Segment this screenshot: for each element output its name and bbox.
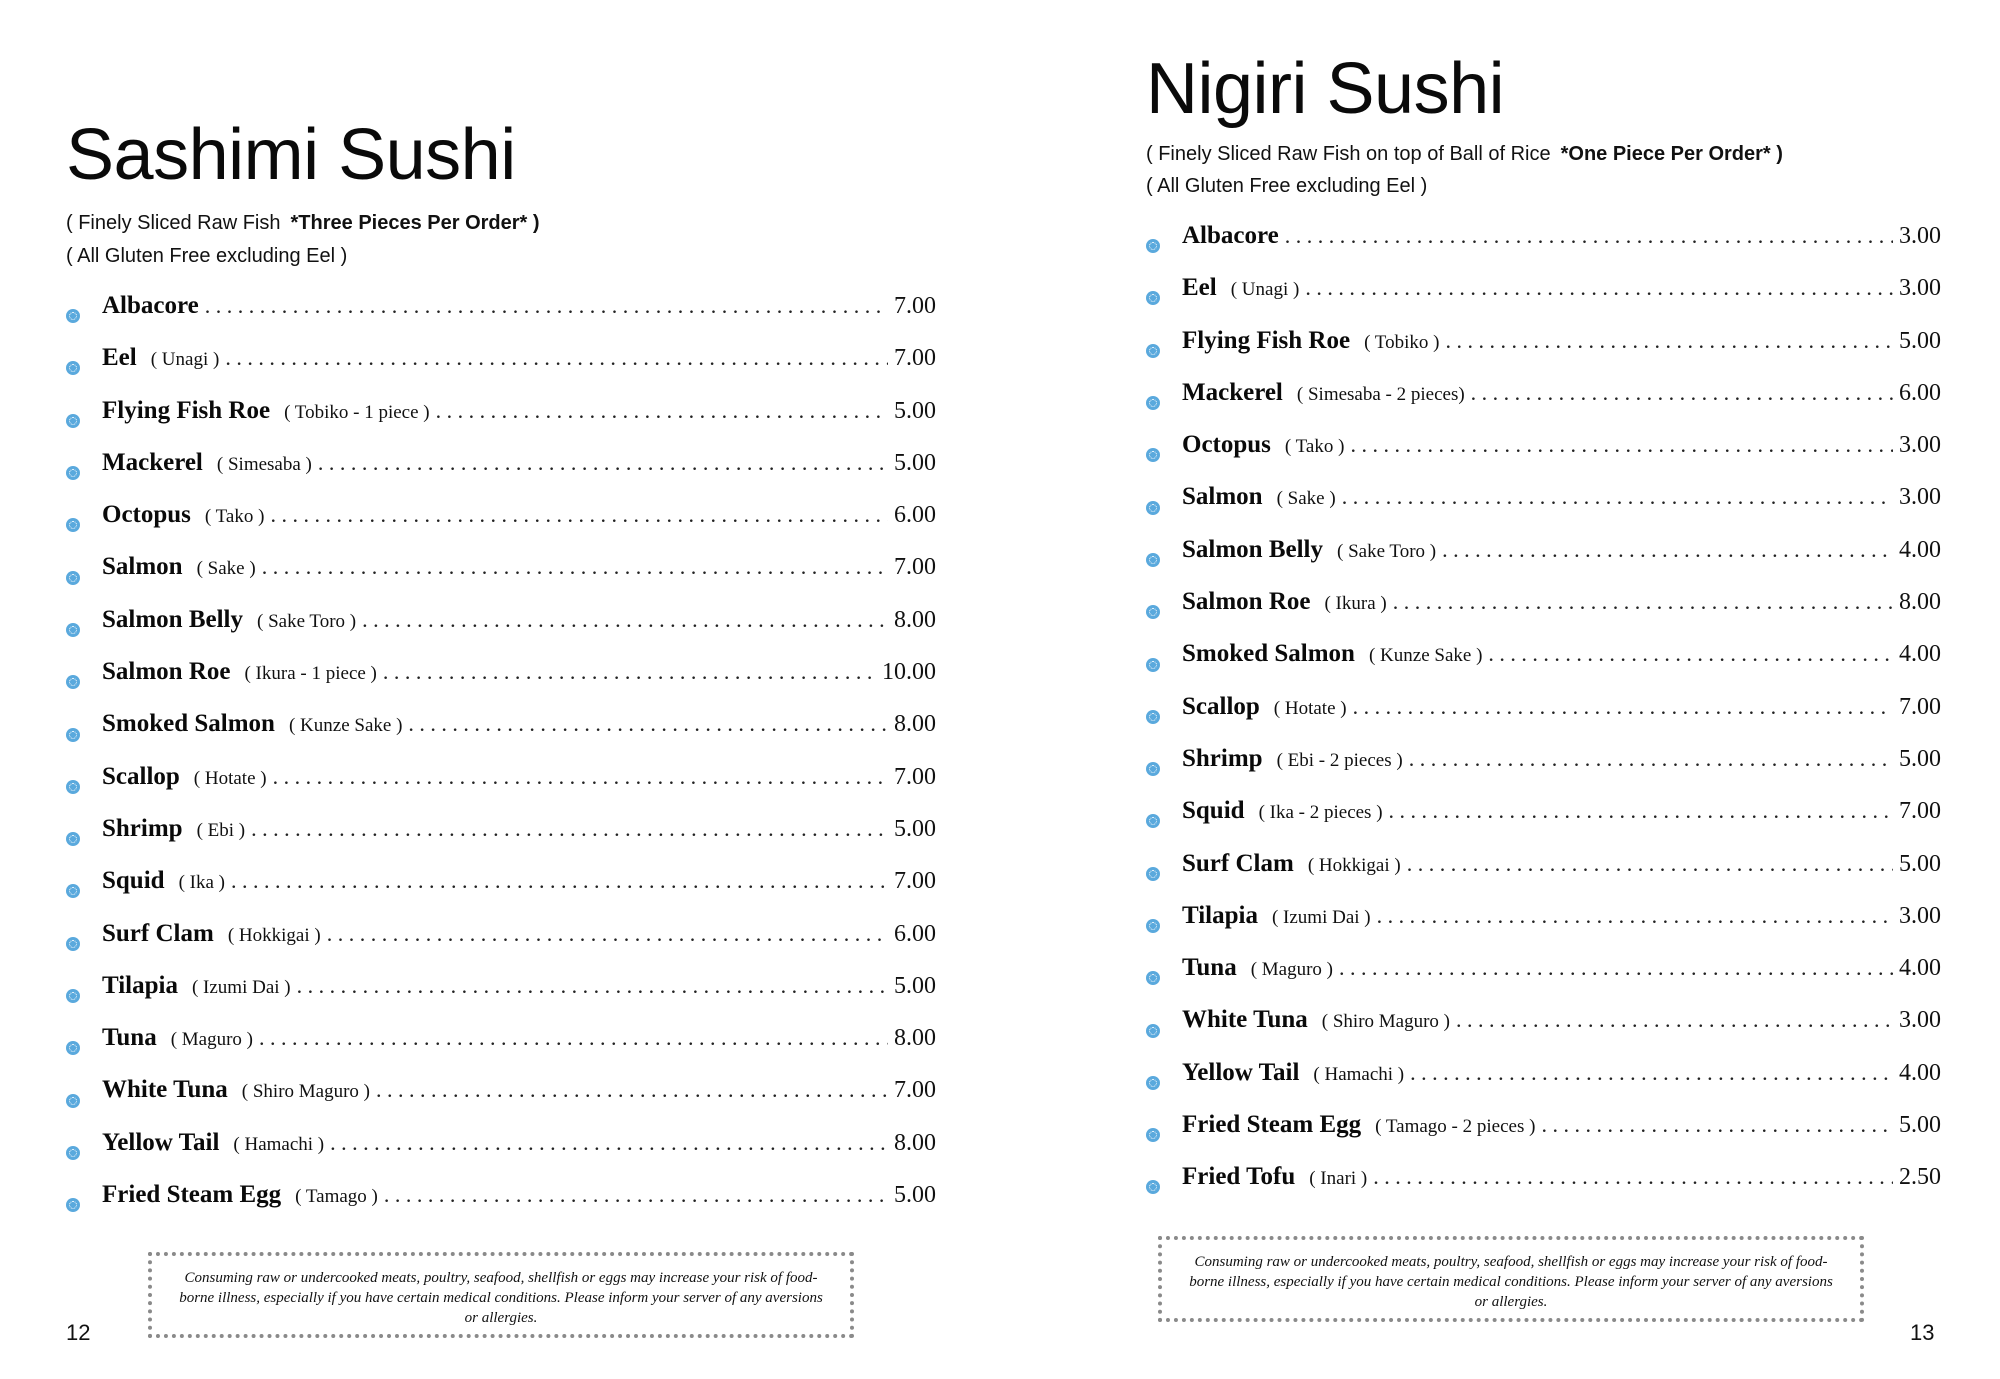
item-name: Salmon Belly xyxy=(1182,535,1323,563)
item-price: 3.00 xyxy=(1899,432,1941,459)
item-japanese-name: ( Ika - 2 pieces ) xyxy=(1258,802,1383,824)
menu-item xyxy=(66,815,936,867)
dot-leader xyxy=(383,659,876,685)
page-number: 13 xyxy=(1910,1320,1935,1345)
bullet-icon xyxy=(66,728,80,742)
item-japanese-name: ( Izumi Dai ) xyxy=(1271,906,1371,928)
item-japanese-name: ( Sake Toro ) xyxy=(257,610,357,632)
sashimi-menu-list xyxy=(66,292,936,1233)
bullet-icon xyxy=(1146,1024,1160,1038)
item-name: Surf Clam xyxy=(1182,849,1294,877)
item-japanese-name: ( Hokkigai ) xyxy=(227,924,321,946)
bullet-icon xyxy=(1146,239,1160,253)
bullet-icon xyxy=(66,414,80,428)
dot-leader xyxy=(1350,432,1893,458)
bullet-icon xyxy=(66,937,80,951)
item-price: 5.00 xyxy=(894,815,936,842)
item-japanese-name: ( Simesaba - 2 pieces) xyxy=(1296,383,1465,405)
item-japanese-name: ( Inari ) xyxy=(1309,1168,1368,1190)
bullet-icon xyxy=(1146,501,1160,515)
item-japanese-name: ( Tako ) xyxy=(1284,436,1345,458)
item-japanese-name: ( Maguro ) xyxy=(170,1029,253,1051)
item-price: 2.50 xyxy=(1899,1164,1941,1191)
bullet-icon xyxy=(1146,396,1160,410)
item-japanese-name: ( Hamachi ) xyxy=(233,1133,325,1155)
item-japanese-name: ( Sake ) xyxy=(196,558,256,580)
dot-leader xyxy=(327,921,888,947)
item-japanese-name: ( Tamago - 2 pieces ) xyxy=(1375,1116,1536,1138)
item-name: Surf Clam xyxy=(102,919,214,947)
bullet-icon xyxy=(1146,1180,1160,1194)
item-japanese-name: ( Tobiko - 1 piece ) xyxy=(284,401,430,423)
page-title: Nigiri Sushi xyxy=(1146,49,1505,129)
menu-item xyxy=(1146,379,1941,431)
item-japanese-name: ( Shiro Maguro ) xyxy=(1321,1011,1450,1033)
item-price: 8.00 xyxy=(894,711,936,738)
bullet-icon xyxy=(66,884,80,898)
item-price: 8.00 xyxy=(894,1025,936,1052)
menu-item xyxy=(1146,536,1941,588)
dot-leader xyxy=(384,1182,888,1208)
dot-leader xyxy=(1342,484,1893,510)
dot-leader xyxy=(1389,798,1893,824)
dot-leader xyxy=(1285,223,1893,249)
menu-item xyxy=(66,658,936,710)
bullet-icon xyxy=(66,675,80,689)
item-price: 5.00 xyxy=(1899,850,1941,877)
bullet-icon xyxy=(1146,919,1160,933)
item-japanese-name: ( Ebi - 2 pieces ) xyxy=(1276,749,1403,771)
item-price: 6.00 xyxy=(894,502,936,529)
item-japanese-name: ( Izumi Dai ) xyxy=(191,976,291,998)
item-japanese-name: ( Ikura ) xyxy=(1324,593,1387,615)
item-price: 6.00 xyxy=(894,920,936,947)
item-name: Tilapia xyxy=(1182,901,1258,929)
item-name: Salmon xyxy=(1182,483,1263,511)
bullet-icon xyxy=(1146,448,1160,462)
item-price: 7.00 xyxy=(894,554,936,581)
dot-leader xyxy=(1410,1060,1893,1086)
item-name: Smoked Salmon xyxy=(1182,640,1355,668)
dot-leader xyxy=(1407,851,1893,877)
menu-item xyxy=(66,553,936,605)
dot-leader xyxy=(362,607,888,633)
item-price: 7.00 xyxy=(894,293,936,319)
menu-item xyxy=(66,1129,936,1181)
menu-item xyxy=(66,1076,936,1128)
dot-leader xyxy=(1353,694,1893,720)
nigiri-menu-list xyxy=(1146,222,1941,1216)
item-name: Eel xyxy=(102,344,137,372)
item-price: 8.00 xyxy=(1899,589,1941,616)
dot-leader xyxy=(225,345,888,371)
item-price: 6.00 xyxy=(1899,379,1941,406)
bullet-icon xyxy=(66,832,80,846)
item-name: Eel xyxy=(1182,274,1217,302)
menu-item xyxy=(66,1181,936,1233)
menu-item xyxy=(1146,797,1941,849)
item-name: Shrimp xyxy=(102,814,183,842)
item-price: 5.00 xyxy=(894,397,936,424)
item-price: 3.00 xyxy=(1899,275,1941,302)
dot-leader xyxy=(251,816,888,842)
bullet-icon xyxy=(66,1146,80,1160)
item-price: 7.00 xyxy=(1899,693,1941,720)
menu-item xyxy=(66,763,936,815)
item-price: 8.00 xyxy=(894,606,936,633)
item-price: 5.00 xyxy=(894,1182,936,1209)
bullet-icon xyxy=(1146,605,1160,619)
menu-item xyxy=(66,867,936,919)
menu-item xyxy=(66,501,936,553)
item-japanese-name: ( Unagi ) xyxy=(150,349,220,371)
item-price: 7.00 xyxy=(1899,798,1941,825)
dot-leader xyxy=(1339,955,1893,981)
item-japanese-name: ( Hokkigai ) xyxy=(1307,854,1401,876)
bullet-icon xyxy=(66,1094,80,1108)
menu-item xyxy=(1146,850,1941,902)
menu-item xyxy=(66,344,936,396)
item-price: 3.00 xyxy=(1899,1007,1941,1034)
item-name: Mackerel xyxy=(1182,378,1283,406)
bullet-icon xyxy=(1146,1128,1160,1142)
item-name: Flying Fish Roe xyxy=(102,396,271,424)
dot-leader xyxy=(1456,1007,1893,1033)
item-name: Flying Fish Roe xyxy=(1182,326,1351,354)
item-name: Octopus xyxy=(1182,431,1271,459)
item-name: Mackerel xyxy=(102,448,203,476)
bullet-icon xyxy=(66,1198,80,1212)
bullet-icon xyxy=(1146,658,1160,672)
item-price: 5.00 xyxy=(1899,327,1941,354)
gluten-note: ( All Gluten Free excluding Eel ) xyxy=(66,245,348,267)
menu-item xyxy=(1146,431,1941,483)
dot-leader xyxy=(376,1077,888,1103)
menu-item xyxy=(1146,1163,1941,1215)
item-price: 3.00 xyxy=(1899,902,1941,929)
menu-item xyxy=(66,972,936,1024)
item-japanese-name: ( Sake ) xyxy=(1276,488,1336,510)
dot-leader xyxy=(1409,746,1893,772)
item-price: 4.00 xyxy=(1899,1059,1941,1086)
menu-item xyxy=(1146,483,1941,535)
item-name: Tuna xyxy=(1182,954,1237,982)
subtitle-text: ( Finely Sliced Raw Fish on top of Ball of Rice xyxy=(1146,143,1551,165)
dot-leader xyxy=(297,973,888,999)
item-name: Salmon xyxy=(102,553,183,581)
item-japanese-name: ( Tako ) xyxy=(204,506,265,528)
item-name: White Tuna xyxy=(102,1076,228,1104)
menu-item xyxy=(1146,954,1941,1006)
item-price: 5.00 xyxy=(1899,1112,1941,1139)
bullet-icon xyxy=(66,309,80,323)
dot-leader xyxy=(1377,903,1893,929)
menu-item xyxy=(66,449,936,501)
dot-leader xyxy=(1471,380,1893,406)
item-price: 7.00 xyxy=(894,1077,936,1104)
item-price: 3.00 xyxy=(1899,484,1941,511)
bullet-icon xyxy=(1146,553,1160,567)
item-price: 7.00 xyxy=(894,868,936,895)
item-japanese-name: ( Tobiko ) xyxy=(1364,331,1440,353)
item-name: Albacore xyxy=(1182,222,1279,249)
dot-leader xyxy=(1373,1164,1893,1190)
bullet-icon xyxy=(66,571,80,585)
item-price: 3.00 xyxy=(1899,223,1941,249)
menu-item xyxy=(1146,588,1941,640)
subtitle-emphasis: *Three Pieces Per Order* ) xyxy=(290,212,540,234)
gluten-note: ( All Gluten Free excluding Eel ) xyxy=(1146,175,1428,197)
bullet-icon xyxy=(1146,710,1160,724)
item-name: Salmon Roe xyxy=(102,658,231,686)
nigiri-page xyxy=(1000,0,2000,1379)
bullet-icon xyxy=(66,361,80,375)
menu-item xyxy=(1146,640,1941,692)
menu-item xyxy=(66,710,936,762)
item-price: 4.00 xyxy=(1899,641,1941,668)
subtitle-emphasis: *One Piece Per Order* ) xyxy=(1560,143,1783,165)
menu-item xyxy=(1146,222,1941,274)
item-japanese-name: ( Ikura - 1 piece ) xyxy=(244,663,377,685)
item-name: Albacore xyxy=(102,292,199,319)
menu-item xyxy=(66,606,936,658)
page-number: 12 xyxy=(66,1320,91,1345)
item-name: Tilapia xyxy=(102,971,178,999)
item-name: Salmon Roe xyxy=(1182,588,1311,616)
bullet-icon xyxy=(1146,814,1160,828)
menu-item xyxy=(1146,1006,1941,1058)
dot-leader xyxy=(436,398,888,424)
item-name: Scallop xyxy=(1182,692,1260,720)
bullet-icon xyxy=(1146,291,1160,305)
item-name: Octopus xyxy=(102,501,191,529)
item-japanese-name: ( Simesaba ) xyxy=(216,453,312,475)
item-price: 7.00 xyxy=(894,345,936,372)
item-japanese-name: ( Kunze Sake ) xyxy=(288,715,403,737)
health-disclaimer: Consuming raw or undercooked meats, poultry, seafood, shellfish or eggs may increase your risk of food-borne illness, especially if you have certain medical conditions. Please inform your server of any aversions or allergies. xyxy=(148,1252,854,1338)
item-price: 7.00 xyxy=(894,763,936,790)
dot-leader xyxy=(318,450,888,476)
dot-leader xyxy=(270,502,888,528)
health-disclaimer: Consuming raw or undercooked meats, poultry, seafood, shellfish or eggs may increase your risk of food-borne illness, especially if you have certain medical conditions. Please inform your server of any aversions or allergies. xyxy=(1158,1236,1864,1322)
menu-item xyxy=(1146,902,1941,954)
item-name: Scallop xyxy=(102,762,180,790)
item-name: Yellow Tail xyxy=(1182,1058,1300,1086)
item-name: Yellow Tail xyxy=(102,1128,220,1156)
bullet-icon xyxy=(66,518,80,532)
dot-leader xyxy=(1442,537,1893,563)
item-japanese-name: ( Kunze Sake ) xyxy=(1368,645,1483,667)
item-name: White Tuna xyxy=(1182,1006,1308,1034)
item-japanese-name: ( Sake Toro ) xyxy=(1337,540,1437,562)
bullet-icon xyxy=(66,1041,80,1055)
menu-item xyxy=(1146,745,1941,797)
item-name: Fried Steam Egg xyxy=(102,1181,282,1209)
bullet-icon xyxy=(1146,344,1160,358)
menu-item xyxy=(1146,327,1941,379)
menu-item xyxy=(66,292,936,344)
item-japanese-name: ( Hotate ) xyxy=(1273,697,1347,719)
subtitle-text: ( Finely Sliced Raw Fish xyxy=(66,212,281,234)
menu-item xyxy=(1146,693,1941,745)
dot-leader xyxy=(259,1025,888,1051)
item-japanese-name: ( Ebi ) xyxy=(196,819,246,841)
bullet-icon xyxy=(66,989,80,1003)
item-name: Salmon Belly xyxy=(102,605,243,633)
dot-leader xyxy=(1541,1112,1893,1138)
page-subtitle xyxy=(66,212,540,235)
menu-item xyxy=(1146,1111,1941,1163)
item-name: Shrimp xyxy=(1182,744,1263,772)
bullet-icon xyxy=(66,780,80,794)
item-japanese-name: ( Hamachi ) xyxy=(1313,1063,1405,1085)
menu-item xyxy=(66,920,936,972)
item-price: 4.00 xyxy=(1899,955,1941,982)
menu-item xyxy=(66,1024,936,1076)
dot-leader xyxy=(205,293,888,319)
item-price: 4.00 xyxy=(1899,536,1941,563)
item-name: Tuna xyxy=(102,1024,157,1052)
bullet-icon xyxy=(66,466,80,480)
item-japanese-name: ( Maguro ) xyxy=(1250,959,1333,981)
item-price: 5.00 xyxy=(894,449,936,476)
item-japanese-name: ( Ika ) xyxy=(178,872,225,894)
item-price: 5.00 xyxy=(894,972,936,999)
item-japanese-name: ( Unagi ) xyxy=(1230,279,1300,301)
menu-item xyxy=(1146,1059,1941,1111)
dot-leader xyxy=(1445,328,1893,354)
item-price: 10.00 xyxy=(882,659,936,686)
dot-leader xyxy=(330,1130,888,1156)
item-name: Squid xyxy=(1182,797,1245,825)
menu-item xyxy=(66,397,936,449)
page-title: Sashimi Sushi xyxy=(66,115,516,195)
dot-leader xyxy=(273,764,888,790)
bullet-icon xyxy=(1146,1076,1160,1090)
item-name: Fried Steam Egg xyxy=(1182,1111,1362,1139)
dot-leader xyxy=(1488,641,1893,667)
bullet-icon xyxy=(1146,762,1160,776)
item-name: Squid xyxy=(102,867,165,895)
page-subtitle xyxy=(1146,143,1783,166)
item-name: Smoked Salmon xyxy=(102,710,275,738)
dot-leader xyxy=(231,868,888,894)
item-japanese-name: ( Tamago ) xyxy=(295,1186,378,1208)
menu-item xyxy=(1146,274,1941,326)
dot-leader xyxy=(262,554,888,580)
item-japanese-name: ( Shiro Maguro ) xyxy=(241,1081,370,1103)
bullet-icon xyxy=(66,623,80,637)
item-price: 8.00 xyxy=(894,1129,936,1156)
dot-leader xyxy=(1393,589,1893,615)
bullet-icon xyxy=(1146,971,1160,985)
dot-leader xyxy=(408,711,888,737)
item-price: 5.00 xyxy=(1899,745,1941,772)
item-japanese-name: ( Hotate ) xyxy=(193,767,267,789)
dot-leader xyxy=(1305,275,1893,301)
item-name: Fried Tofu xyxy=(1182,1163,1296,1191)
bullet-icon xyxy=(1146,867,1160,881)
